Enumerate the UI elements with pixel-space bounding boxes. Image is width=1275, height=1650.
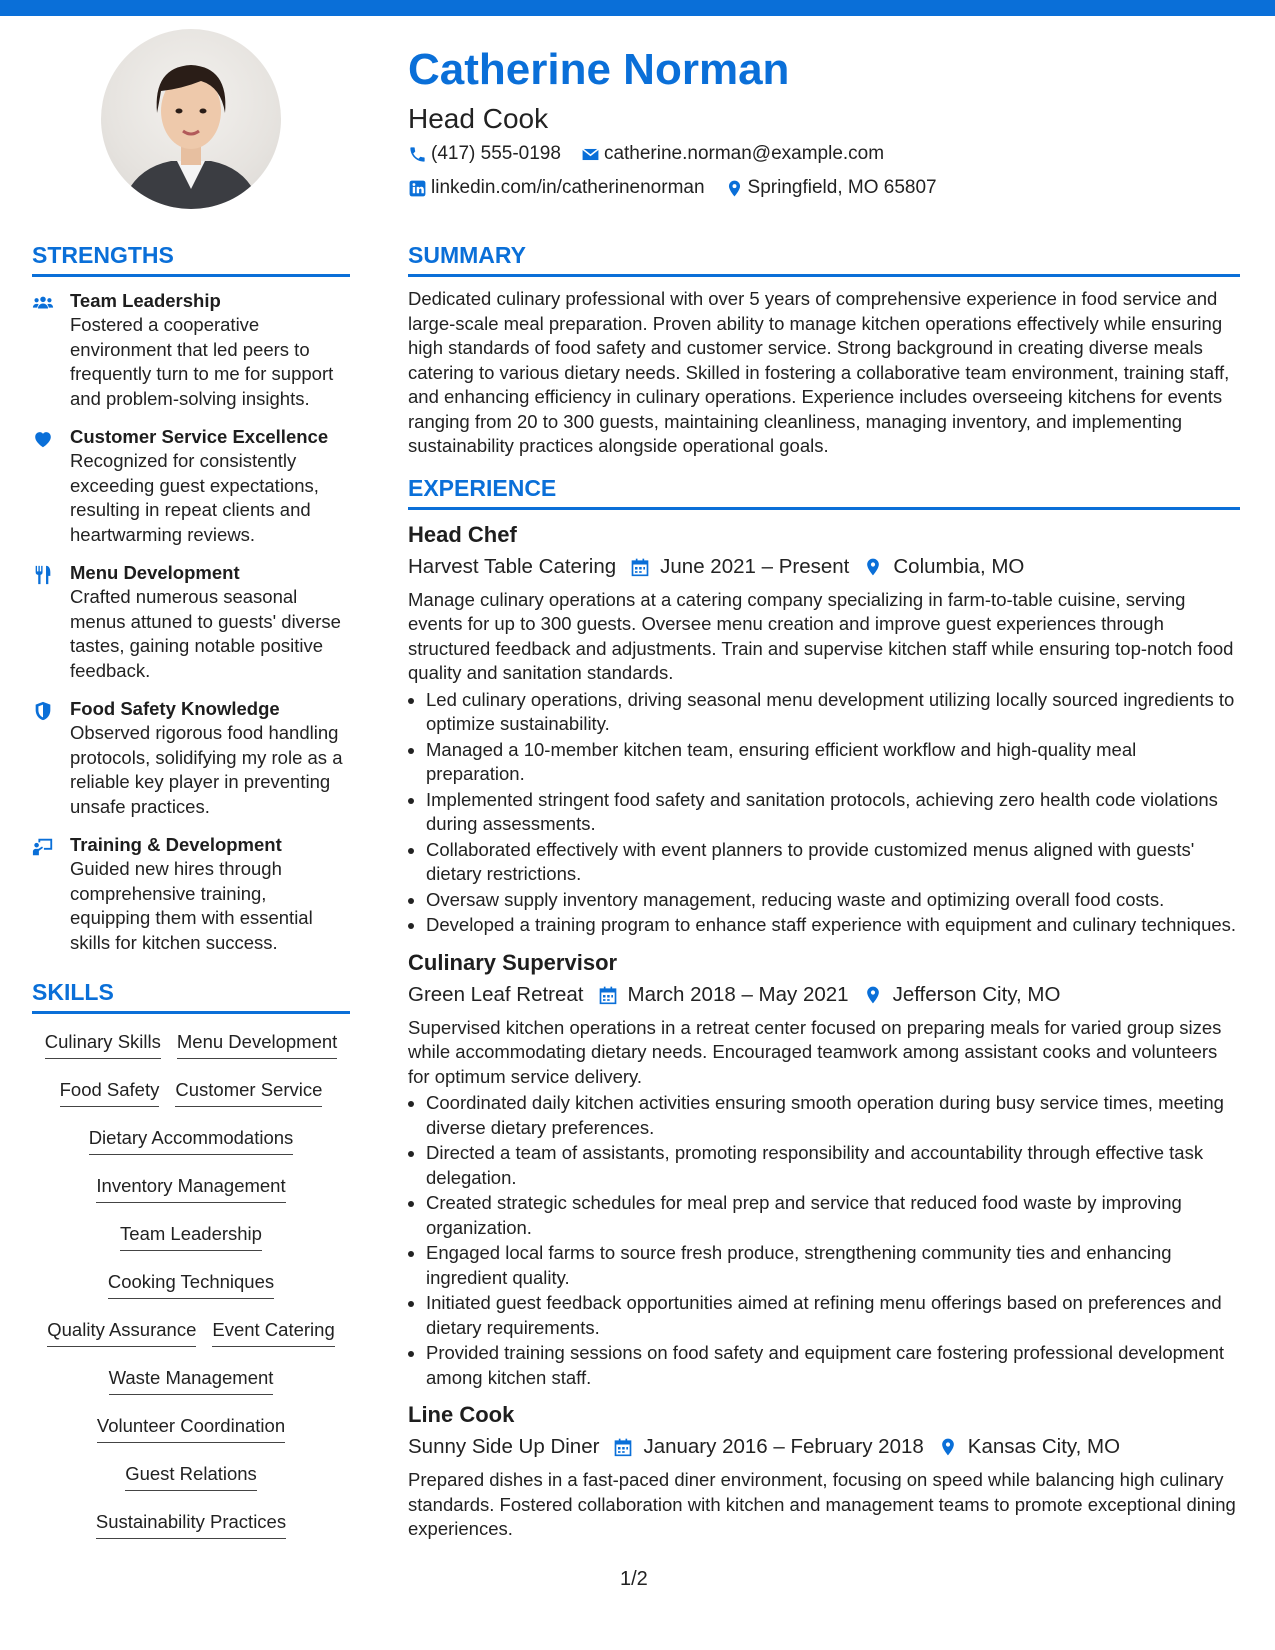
email-contact[interactable] [581, 138, 884, 170]
job-meta [408, 1432, 1240, 1462]
job-meta [408, 980, 1240, 1010]
strengths-heading: STRENGTHS [32, 240, 350, 277]
phone-contact [408, 138, 561, 170]
job-bullets [408, 688, 1240, 938]
skills-list [32, 1028, 350, 1556]
strength-item [32, 697, 350, 819]
job-dates: March 2018 – May 2021 [627, 982, 849, 1006]
experience-heading: EXPERIENCE [408, 473, 1240, 510]
job-description: Supervised kitchen operations in a retreat center focused on preparing meals for varied group sizes while accommodating dietary needs. Encouraged teamwork among assistant cooks and volunteers for optimum service delivery. [408, 1016, 1222, 1087]
bullet-item: • Provided training sessions on food safety and equipment care fostering professional development among kitchen staff. [426, 1341, 1240, 1390]
bullet-item: • Collaborated effectively with event planners to provide customized menus aligned with guests' dietary restrictions. [426, 838, 1240, 887]
strength-item [32, 425, 350, 547]
job-title: Head Chef [408, 521, 517, 547]
top-accent-bar [0, 0, 1275, 16]
bullet-item: • Developed a training program to enhance staff experience with equipment and culinary techniques. [426, 913, 1240, 938]
skill-tag: Team Leadership [120, 1220, 262, 1251]
job-company: Harvest Table Catering [408, 554, 617, 578]
map-pin-icon [863, 557, 883, 577]
job-entry [408, 1400, 1240, 1542]
page-number: 1/2 [620, 1568, 648, 1590]
strength-title: Food Safety Knowledge [70, 698, 280, 719]
strength-desc: Fostered a cooperative environment that led peers to frequently turn to me for support and problem-solving insights. [70, 314, 334, 409]
strength-desc: Observed rigorous food handling protocols, solidifying my role as a reliable key player in preventing unsafe practices. [70, 722, 343, 817]
job-meta [408, 552, 1240, 582]
map-pin-icon [863, 985, 883, 1005]
job-bullets [408, 1091, 1240, 1390]
bullet-item: • Oversaw supply inventory management, reducing waste and optimizing overall food costs. [426, 888, 1240, 913]
job-dates: June 2021 – Present [660, 554, 850, 578]
strength-title: Training & Development [70, 834, 282, 855]
utensils-icon [32, 564, 54, 586]
strength-item [32, 561, 350, 683]
bullet-item: • Led culinary operations, driving seasonal menu development utilizing locally sourced ingredients to optimize sustainability. [426, 688, 1240, 737]
job-description: Manage culinary operations at a catering company specializing in farm-to-table cuisine, serving events for up to 300 guests. Oversee menu creation and improve guest experiences through structured feedback and adjustments. Train and supervise kitchen staff while ensuring top-notch food quality and sanitation standards. [408, 588, 1234, 683]
bullet-item: • Coordinated daily kitchen activities ensuring smooth operation during busy service times, meeting diverse dietary preferences. [426, 1091, 1240, 1140]
skill-tag: Menu Development [177, 1028, 337, 1059]
strength-desc: Recognized for consistently exceeding guest expectations, resulting in repeat clients and heartwarming reviews. [70, 450, 319, 545]
job-description: Prepared dishes in a fast-paced diner environment, focusing on speed while balancing high culinary standards. Fostered collaboration with kitchen and management teams to promote exceptional dining experiences. [408, 1469, 1236, 1539]
job-title: Culinary Supervisor [408, 949, 618, 975]
skill-tag: Sustainability Practices [96, 1508, 286, 1539]
bullet-item: • Implemented stringent food safety and sanitation protocols, achieving zero health code violations during assessments. [426, 788, 1240, 837]
job-entry [408, 948, 1240, 1391]
chalkboard-teacher-icon [32, 836, 54, 858]
skill-tag: Inventory Management [96, 1172, 285, 1203]
skill-tag: Event Catering [212, 1316, 334, 1347]
strength-desc: Crafted numerous seasonal menus attuned to guests' diverse tastes, gaining notable positive feedback. [70, 586, 341, 681]
linkedin-contact[interactable] [408, 172, 705, 204]
candidate-name: Catherine Norman [408, 45, 790, 94]
skill-tag: Volunteer Coordination [97, 1412, 285, 1443]
bullet-item: • Engaged local farms to source fresh produce, strengthening community ties and enhancing ingredient quality. [426, 1241, 1240, 1290]
map-pin-icon [725, 179, 744, 198]
job-company: Sunny Side Up Diner [408, 1435, 600, 1458]
contact-row-1 [408, 138, 1248, 170]
calendar-icon [613, 1437, 633, 1457]
bullet-item: • Created strategic schedules for meal prep and service that reduced food waste by improving organization. [426, 1191, 1240, 1240]
summary-heading: SUMMARY [408, 240, 1240, 277]
job-location: Jefferson City, MO [892, 982, 1061, 1006]
strength-title: Customer Service Excellence [70, 426, 329, 447]
resume-header [408, 40, 1248, 204]
job-company: Green Leaf Retreat [408, 982, 584, 1006]
phone-text: (417) 555-0198 [431, 143, 561, 164]
bullet-item: • Managed a 10-member kitchen team, ensuring efficient workflow and high-quality meal preparation. [426, 738, 1240, 787]
skill-tag: Cooking Techniques [108, 1268, 274, 1299]
skill-tag: Culinary Skills [45, 1028, 161, 1059]
skill-tag: Waste Management [109, 1364, 274, 1395]
envelope-icon [581, 145, 600, 164]
strength-item [32, 833, 350, 955]
phone-icon [408, 145, 427, 164]
strengths-list [32, 289, 350, 955]
skill-tag: Quality Assurance [47, 1316, 196, 1347]
strength-title: Team Leadership [70, 290, 221, 311]
skill-tag: Food Safety [60, 1076, 160, 1107]
job-title: Line Cook [408, 1402, 515, 1427]
strength-title: Menu Development [70, 562, 240, 583]
skills-heading: SKILLS [32, 977, 350, 1014]
location-contact [725, 172, 937, 204]
candidate-role: Head Cook [408, 103, 549, 134]
linkedin-text: linkedin.com/in/catherinenorman [431, 177, 705, 198]
left-column [32, 240, 350, 1556]
skill-tag: Customer Service [175, 1076, 322, 1107]
skill-tag: Guest Relations [125, 1460, 257, 1491]
job-location: Columbia, MO [893, 554, 1025, 578]
location-text: Springfield, MO 65807 [747, 177, 937, 198]
skill-tag: Dietary Accommodations [89, 1124, 294, 1155]
job-dates: January 2016 – February 2018 [643, 1435, 924, 1458]
shield-icon [32, 700, 54, 722]
profile-photo [101, 29, 281, 209]
strength-item [32, 289, 350, 411]
bullet-item: • Directed a team of assistants, promoting responsibility and accountability through effective task delegation. [426, 1141, 1240, 1190]
calendar-icon [598, 985, 618, 1005]
linkedin-icon [408, 179, 427, 198]
map-pin-icon [938, 1437, 958, 1457]
summary-text: Dedicated culinary professional with over 5 years of comprehensive experience in food service and large-scale meal preparation. Proven ability to manage kitchen operations effectively while ensuring high standards of food safety and customer service. Strong background in creating diverse meals catering to various dietary needs. Skilled in fostering a collaborative team environment, training staff, and enhancing efficiency in culinary operations. Experience includes overseeing kitchens for events ranging from 20 to 300 guests, maintaining cleanliness, managing inventory, and implementing sustainability practices alongside operational goals. [408, 288, 1230, 456]
calendar-icon [630, 557, 650, 577]
users-icon [32, 292, 54, 314]
job-entry [408, 520, 1240, 938]
contact-row-2 [408, 172, 1248, 204]
heart-icon [32, 428, 54, 450]
job-location: Kansas City, MO [967, 1435, 1121, 1458]
strength-desc: Guided new hires through comprehensive training, equipping them with essential skills for kitchen success. [70, 858, 313, 953]
right-column [408, 240, 1240, 1542]
email-text: catherine.norman@example.com [603, 143, 885, 164]
bullet-item: • Initiated guest feedback opportunities aimed at refining menu offerings based on preferences and dietary requirements. [426, 1291, 1240, 1340]
